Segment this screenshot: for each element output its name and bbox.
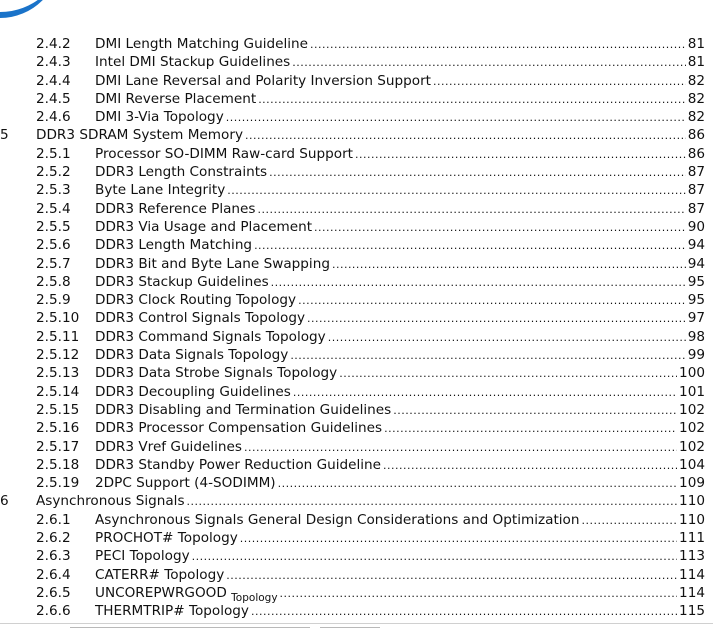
toc-entry-number: 2.6.1	[36, 511, 71, 528]
toc-entry[interactable]	[0, 529, 713, 547]
toc-entry-title	[95, 255, 330, 273]
toc-entry-number: 2.5.7	[36, 255, 71, 272]
toc-entry-number: 2.6.2	[36, 530, 71, 547]
toc-dot-leader	[292, 53, 685, 72]
toc-entry-line	[36, 126, 705, 145]
toc-entry-title	[95, 547, 190, 565]
toc-entry-title	[95, 53, 290, 71]
toc-entry-page-number: 102	[679, 438, 705, 455]
toc-dot-leader	[244, 438, 677, 457]
toolbar-fragment	[70, 627, 310, 634]
toc-entry-title	[95, 346, 288, 364]
toc-dot-leader	[290, 346, 685, 365]
toc-entry-title-text: Byte Lane Integrity	[95, 182, 226, 199]
toc-entry[interactable]	[0, 383, 713, 401]
toc-entry-title	[95, 218, 312, 236]
toc-entry-title-text: DMI 3-Via Topology	[95, 109, 224, 126]
toc-dot-leader	[314, 218, 686, 237]
toc-entry-title-text: DDR3 Data Strobe Signals Topology	[95, 365, 338, 382]
toc-entry[interactable]	[0, 474, 713, 492]
toc-dot-leader	[278, 474, 677, 493]
toc-entry-number: 2.5.1	[36, 145, 71, 162]
toc-entry-title	[95, 163, 267, 181]
toc-entry[interactable]	[0, 364, 713, 382]
toc-entry[interactable]	[0, 181, 713, 199]
toc-entry-title-text: DDR3 Vref Guidelines	[95, 438, 242, 455]
toc-entry-title	[95, 364, 337, 382]
toc-dot-leader	[258, 90, 686, 109]
toc-entry[interactable]	[0, 145, 713, 163]
toc-dot-leader	[280, 584, 678, 603]
toc-entry-number: 2.6.5	[36, 584, 71, 601]
toc-entry-line	[95, 255, 705, 274]
toc-entry-line	[95, 584, 705, 603]
toc-dot-leader	[251, 602, 677, 621]
toc-entry-number: 2.6.3	[36, 548, 71, 565]
toc-entry-line	[36, 492, 705, 511]
toc-entry-title-text: PROCHOT# Topology	[95, 530, 238, 547]
toc-entry[interactable]	[0, 309, 713, 327]
toc-entry-line	[95, 456, 705, 475]
toc-entry[interactable]	[0, 566, 713, 584]
toc-entry-page-number: 115	[679, 603, 705, 620]
toc-entry-page-number: 87	[687, 182, 705, 199]
toc-entry-title	[95, 438, 242, 456]
toc-entry-title-text: DDR3 Control Signals Topology	[95, 310, 305, 327]
toc-entry-number: 2.5.16	[36, 420, 80, 437]
toc-entry-line	[95, 145, 705, 164]
toc-entry-title-text: DDR3 Clock Routing Topology	[95, 292, 297, 309]
toc-entry-page-number: 87	[687, 200, 705, 217]
toc-entry-number: 2.5.3	[36, 182, 71, 199]
toc-entry-line	[95, 346, 705, 365]
toc-entry-line	[95, 309, 705, 328]
toc-entry-title-text: Intel DMI Stackup Guidelines	[95, 54, 291, 71]
toc-dot-leader	[298, 291, 686, 310]
toc-entry-page-number: 90	[687, 218, 705, 235]
toc-entry-number: 2.5.10	[36, 310, 80, 327]
toc-dot-leader	[254, 236, 686, 255]
toc-entry-line	[95, 72, 705, 91]
toc-entry-page-number: 98	[687, 328, 705, 345]
toc-entry-page-number: 82	[687, 72, 705, 89]
toc-entry-page-number: 86	[687, 127, 705, 144]
toc-entry-page-number: 82	[687, 90, 705, 107]
toc-entry-line	[95, 273, 705, 292]
toc-entry[interactable]	[0, 346, 713, 364]
toc-entry-number: 2.5.14	[36, 383, 80, 400]
toc-dot-leader	[271, 273, 686, 292]
toc-entry-page-number: 100	[679, 365, 705, 382]
toc-entry-title-text: DMI Lane Reversal and Polarity Inversion Support	[95, 72, 432, 89]
toc-entry[interactable]	[0, 218, 713, 236]
toc-entry-title	[36, 126, 243, 144]
toc-entry-line	[95, 108, 705, 127]
toc-entry-number: 2.5.13	[36, 365, 80, 382]
toc-entry-page-number: 95	[687, 292, 705, 309]
toc-entry[interactable]	[0, 291, 713, 309]
toc-dot-leader	[192, 547, 677, 566]
toc-entry-page-number: 113	[679, 548, 705, 565]
toc-entry-line	[95, 602, 705, 621]
toc-entry[interactable]	[0, 53, 713, 71]
toc-entry-title	[95, 108, 224, 126]
toc-entry-title-text: UNCOREPWRGOOD	[95, 584, 227, 601]
toc-entry-title-text: CATERR# Topology	[95, 566, 225, 583]
toc-dot-leader	[245, 126, 686, 145]
toc-entry-title	[95, 383, 291, 401]
toc-entry-page-number: 81	[687, 36, 705, 52]
toc-entry[interactable]	[0, 584, 713, 602]
toc-dot-leader	[310, 35, 686, 54]
logo-arc-decoration	[0, 0, 60, 18]
toc-entry[interactable]	[0, 236, 713, 254]
toc-entry-line	[95, 90, 705, 109]
toc-entry-title	[95, 419, 382, 437]
toc-entry-title-text: 2DPC Support (4-SODIMM)	[95, 475, 276, 492]
table-of-contents	[0, 35, 713, 621]
toc-dot-leader	[384, 419, 677, 438]
toc-dot-leader	[582, 511, 678, 530]
toc-entry-title-text: THERMTRIP# Topology	[95, 603, 249, 620]
toc-entry-number: 2.5.6	[36, 237, 71, 254]
toc-entry-title	[95, 181, 225, 199]
toc-dot-leader	[307, 309, 686, 328]
toc-entry[interactable]	[0, 108, 713, 126]
toc-entry-title-text: DDR3 Disabling and Termination Guidelines	[95, 401, 392, 418]
toc-entry-page-number: 110	[679, 511, 705, 528]
toc-entry-line	[95, 474, 705, 493]
toc-entry-line	[95, 401, 705, 420]
toc-entry-title	[95, 474, 276, 492]
toc-entry-page-number: 110	[679, 493, 705, 510]
toc-dot-leader	[226, 108, 686, 127]
toc-entry-page-number: 102	[679, 401, 705, 418]
toc-entry-title	[95, 566, 224, 584]
toc-entry-line	[95, 383, 705, 402]
toc-entry-title	[95, 529, 238, 547]
toc-entry[interactable]	[0, 602, 713, 620]
toc-entry-title	[95, 236, 252, 254]
toc-entry-number: 2.4.4	[36, 72, 71, 89]
toc-entry[interactable]	[0, 255, 713, 273]
toc-entry-line	[95, 236, 705, 255]
toc-entry-title	[95, 401, 391, 419]
toc-entry-title	[95, 273, 269, 291]
toc-entry-number: 2.5.9	[36, 292, 71, 309]
toc-dot-leader	[226, 566, 677, 585]
toc-entry-page-number: 82	[687, 109, 705, 126]
toc-entry-title-text: DDR3 Via Usage and Placement	[95, 218, 313, 235]
toc-entry-line	[95, 547, 705, 566]
toc-entry-title	[95, 200, 256, 218]
toc-entry[interactable]	[0, 200, 713, 218]
toc-entry-title-text: DDR3 Command Signals Topology	[95, 328, 326, 345]
toc-entry-title-text: DDR3 SDRAM System Memory	[36, 127, 243, 144]
toc-entry-number: 2.5.5	[36, 218, 71, 235]
toc-entry-line	[95, 438, 705, 457]
toolbar-fragment	[320, 627, 380, 634]
toc-entry-line	[95, 511, 705, 530]
toc-entry-line	[95, 218, 705, 237]
toc-entry-line	[95, 181, 705, 200]
toc-entry-title	[95, 72, 431, 90]
toc-dot-leader	[383, 456, 677, 475]
toc-dot-leader	[227, 181, 685, 200]
toc-dot-leader	[240, 529, 677, 548]
toc-entry-line	[95, 566, 705, 585]
toc-entry-page-number: 102	[679, 420, 705, 437]
toc-entry-title-text: DDR3 Length Constraints	[95, 164, 268, 181]
toc-entry[interactable]	[0, 328, 713, 346]
toc-entry-number: 2.6.6	[36, 603, 71, 620]
toc-entry-page-number: 81	[687, 54, 705, 71]
toc-entry-title-text: DMI Length Matching Guideline	[95, 36, 309, 52]
toc-entry-page-number: 86	[687, 145, 705, 162]
toc-entry-page-number: 111	[679, 530, 705, 547]
toc-entry-number: 2.5.15	[36, 401, 80, 418]
toc-entry-title	[95, 328, 326, 346]
toc-entry[interactable]	[0, 547, 713, 565]
toc-entry[interactable]	[0, 72, 713, 90]
toc-entry[interactable]	[0, 419, 713, 437]
toc-entry-page-number: 94	[687, 237, 705, 254]
toc-entry-line	[95, 163, 705, 182]
toc-entry-number: 2.5.4	[36, 200, 71, 217]
toc-entry-title	[95, 145, 353, 163]
toc-entry[interactable]	[0, 163, 713, 181]
toc-entry-number: 6	[0, 493, 9, 510]
toc-entry-title-text: PECI Topology	[95, 548, 190, 565]
toc-entry-line	[95, 328, 705, 347]
toc-dot-leader	[293, 383, 677, 402]
toc-entry-title	[95, 309, 305, 327]
toc-dot-leader	[328, 328, 686, 347]
toc-entry-number: 2.5.11	[36, 328, 80, 345]
toc-entry-number: 2.5.19	[36, 475, 80, 492]
toc-entry-line	[95, 35, 705, 54]
toc-entry-page-number: 95	[687, 273, 705, 290]
toc-dot-leader	[187, 492, 678, 511]
toc-entry-page-number: 114	[679, 584, 705, 601]
toc-entry-title-text: DDR3 Data Signals Topology	[95, 347, 289, 364]
toc-entry-title	[95, 456, 381, 474]
toc-dot-leader	[339, 364, 677, 383]
toc-entry-line	[95, 419, 705, 438]
toc-entry-title-subscript: Topology	[231, 591, 278, 604]
toc-dot-leader	[355, 145, 686, 164]
toc-entry-number: 2.5.8	[36, 273, 71, 290]
toc-entry[interactable]	[0, 511, 713, 529]
toc-entry-title-text: DDR3 Processor Compensation Guidelines	[95, 420, 383, 437]
toc-entry-title-text: Asynchronous Signals	[36, 493, 185, 510]
toc-entry-page-number: 114	[679, 566, 705, 583]
toc-entry[interactable]	[0, 438, 713, 456]
toc-entry-page-number: 109	[679, 475, 705, 492]
toc-entry-number: 2.5.18	[36, 456, 80, 473]
toc-dot-leader	[393, 401, 677, 420]
toc-entry-title-text: DDR3 Decoupling Guidelines	[95, 383, 291, 400]
toc-entry-page-number: 87	[687, 164, 705, 181]
toc-entry-title-text: DDR3 Reference Planes	[95, 200, 256, 217]
toc-entry-number: 2.5.17	[36, 438, 80, 455]
toc-entry-page-number: 94	[687, 255, 705, 272]
toc-entry-title-text: DDR3 Length Matching	[95, 237, 253, 254]
toc-entry-title	[95, 584, 278, 603]
toc-entry[interactable]	[0, 126, 713, 144]
toc-entry-number: 2.4.3	[36, 54, 71, 71]
toc-entry-line	[95, 53, 705, 72]
toc-entry[interactable]	[0, 456, 713, 474]
toc-entry[interactable]	[0, 273, 713, 291]
toc-entry-title-text: Processor SO-DIMM Raw-card Support	[95, 145, 354, 162]
toc-entry-title-text: Asynchronous Signals General Design Considerations and Optimization	[95, 511, 580, 528]
toc-entry-number: 2.6.4	[36, 566, 71, 583]
toc-entry-title	[95, 511, 580, 529]
toc-entry-title-text: DDR3 Standby Power Reduction Guideline	[95, 456, 382, 473]
toc-entry[interactable]	[0, 401, 713, 419]
toc-dot-leader	[258, 200, 686, 219]
toc-entry-title	[95, 90, 256, 108]
toc-entry-number: 2.4.6	[36, 109, 71, 126]
toc-entry-line	[95, 200, 705, 219]
toc-entry[interactable]	[0, 90, 713, 108]
toc-entry-number: 2.5.2	[36, 164, 71, 181]
toc-entry-title-text: DDR3 Bit and Byte Lane Swapping	[95, 255, 330, 272]
toc-dot-leader	[433, 72, 686, 91]
toc-entry-number: 2.4.2	[36, 36, 71, 52]
toc-entry-line	[95, 529, 705, 548]
toc-entry-number: 2.4.5	[36, 90, 71, 107]
toc-entry-title	[95, 35, 308, 53]
toc-entry-title	[95, 291, 296, 309]
toc-entry-page-number: 101	[679, 383, 705, 400]
toc-dot-leader	[332, 255, 686, 274]
toc-entry-line	[95, 291, 705, 310]
toc-entry-page-number: 104	[679, 456, 705, 473]
toc-entry-number: 2.5.12	[36, 347, 80, 364]
toc-entry-line	[95, 364, 705, 383]
toc-entry[interactable]	[0, 35, 713, 53]
toc-entry-title-text: DMI Reverse Placement	[95, 90, 257, 107]
toc-entry-page-number: 97	[687, 310, 705, 327]
toc-entry-title	[95, 602, 249, 620]
toc-entry[interactable]	[0, 492, 713, 510]
bottom-toolbar-strip	[0, 623, 713, 634]
toc-entry-title-text: DDR3 Stackup Guidelines	[95, 273, 269, 290]
toc-dot-leader	[269, 163, 686, 182]
toc-entry-title	[36, 492, 185, 510]
toc-entry-number: 5	[0, 127, 9, 144]
toc-entry-page-number: 99	[687, 347, 705, 364]
